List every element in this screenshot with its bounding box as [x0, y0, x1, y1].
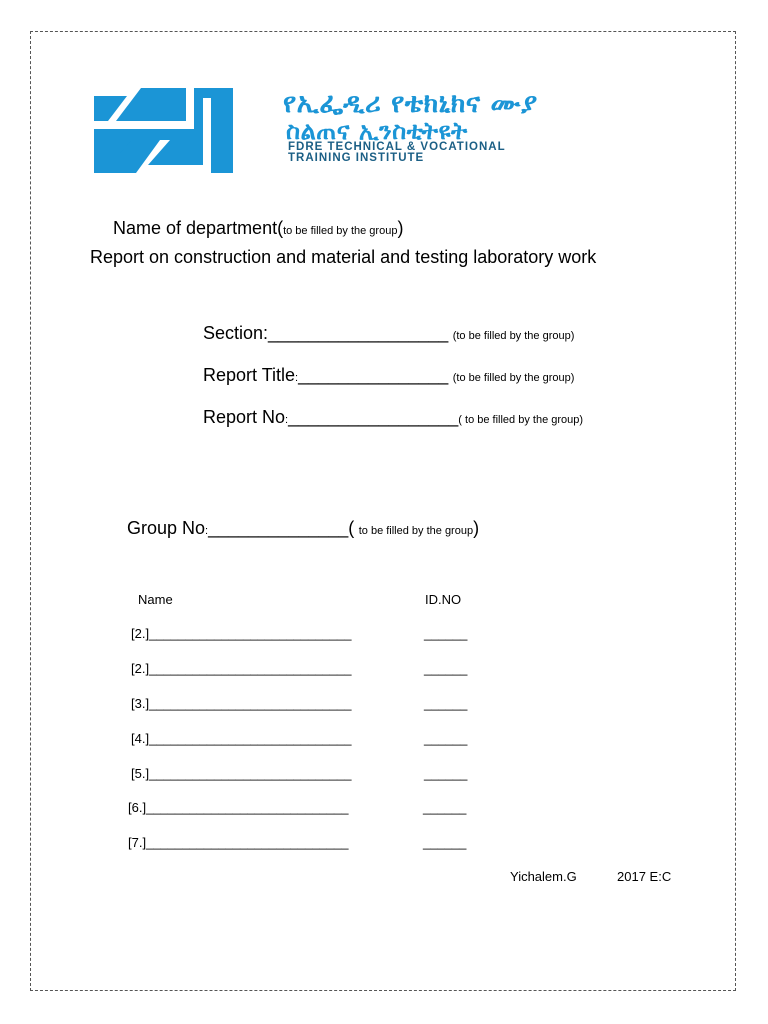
- member-row-number: [4.]: [131, 731, 150, 746]
- institute-name-amharic-line2: ስልጠና ኢንስቲትዩት: [286, 117, 468, 145]
- member-row-number: [5.]: [131, 766, 150, 781]
- group-no-close: ): [473, 518, 480, 538]
- member-row[interactable]: [128, 800, 349, 815]
- department-line: [113, 218, 403, 239]
- member-row-number: [7.]: [128, 835, 147, 850]
- member-row-number: [3.]: [131, 696, 150, 711]
- institute-name-english-line2: TRAINING INSTITUTE: [288, 152, 425, 164]
- group-no-open: (: [348, 518, 355, 538]
- member-id-blank[interactable]: ______: [423, 835, 467, 850]
- report-title-note: (to be filled by the group): [452, 372, 575, 384]
- report-no-label: Report No: [203, 407, 286, 427]
- member-row[interactable]: [131, 661, 352, 676]
- institute-name-english-line1: FDRE TECHNICAL & VOCATIONAL: [288, 141, 506, 153]
- report-no-blank[interactable]: _________________: [288, 407, 459, 427]
- member-name-blank[interactable]: ____________________________: [149, 731, 352, 746]
- department-note: to be filled by the group: [283, 225, 398, 237]
- group-no-note: to be filled by the group: [358, 525, 474, 537]
- member-row[interactable]: [131, 696, 352, 711]
- section-label: Section:: [203, 323, 269, 343]
- ftvti-logo: [94, 88, 233, 173]
- section-note: (to be filled by the group): [452, 330, 575, 342]
- report-title-label: Report Title: [203, 365, 296, 385]
- report-no-sep: :: [285, 414, 289, 426]
- name-column-header: Name: [138, 592, 173, 607]
- member-id-blank[interactable]: ______: [423, 800, 467, 815]
- member-row-number: [6.]: [128, 800, 147, 815]
- report-no-field[interactable]: [203, 407, 583, 428]
- member-row[interactable]: [128, 835, 349, 850]
- section-blank[interactable]: __________________: [268, 323, 449, 343]
- member-row-number: [2.]: [131, 661, 150, 676]
- footer-year: 2017 E:C: [617, 869, 672, 884]
- member-name-blank[interactable]: ____________________________: [149, 661, 352, 676]
- member-id-blank[interactable]: ______: [424, 766, 468, 781]
- member-row-number: [2.]: [131, 626, 150, 641]
- member-row[interactable]: [131, 731, 352, 746]
- member-name-blank[interactable]: ____________________________: [146, 835, 349, 850]
- member-name-blank[interactable]: ____________________________: [149, 766, 352, 781]
- member-id-blank[interactable]: ______: [424, 696, 468, 711]
- department-label: Name of department(: [113, 218, 284, 238]
- member-name-blank[interactable]: ____________________________: [149, 626, 352, 641]
- section-field[interactable]: [203, 323, 574, 344]
- group-no-label: Group No: [127, 518, 206, 538]
- report-subject: Report on construction and material and testing laboratory work: [90, 247, 597, 267]
- id-column-header: ID.NO: [425, 592, 462, 607]
- group-no-field[interactable]: [127, 518, 479, 539]
- member-id-blank[interactable]: ______: [424, 626, 468, 641]
- member-name-blank[interactable]: ____________________________: [149, 696, 352, 711]
- member-name-blank[interactable]: ____________________________: [146, 800, 349, 815]
- report-title-field[interactable]: [203, 365, 574, 386]
- department-close: ): [397, 218, 404, 238]
- member-id-blank[interactable]: ______: [424, 661, 468, 676]
- footer-author: Yichalem.G: [510, 869, 577, 884]
- report-title-blank[interactable]: _______________: [298, 365, 449, 385]
- member-row[interactable]: [131, 766, 352, 781]
- report-title-sep: :: [295, 372, 299, 384]
- group-no-sep: :: [205, 525, 209, 537]
- institute-name-amharic-line1: የኢፌዲሪ የቴክኒክና ሙያ: [283, 88, 538, 119]
- report-no-note: ( to be filled by the group): [458, 414, 584, 426]
- member-row[interactable]: [131, 626, 352, 641]
- group-no-blank[interactable]: ______________: [208, 518, 349, 538]
- logo-graphic: [94, 88, 233, 173]
- member-id-blank[interactable]: ______: [424, 731, 468, 746]
